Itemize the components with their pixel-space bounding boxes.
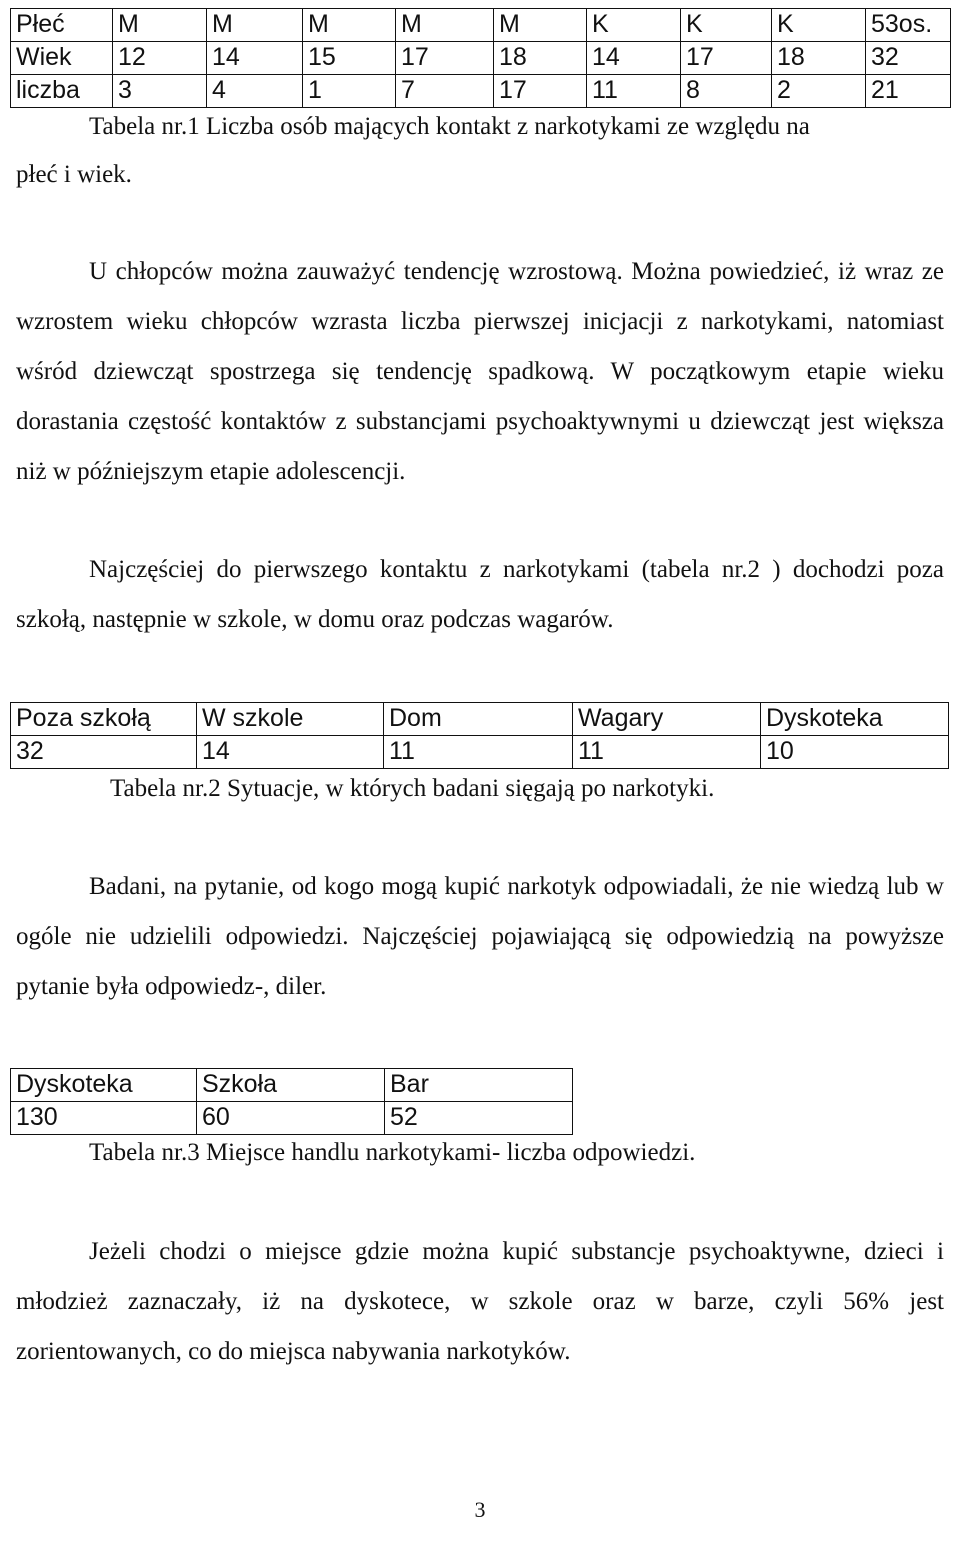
table-cell: liczba — [11, 75, 113, 108]
table-cell: Płeć — [11, 9, 113, 42]
page-number: 3 — [474, 1497, 486, 1522]
paragraph-first-contact: Najczęściej do pierwszego kontaktu z narkotykami (tabela nr.2 ) dochodzi poza szkołą, następnie w szkole, w domu oraz podczas wagarów. — [16, 556, 944, 633]
table1-caption-line1: Tabela nr.1 Liczba osób mających kontakt z narkotykami ze względu na — [89, 113, 810, 140]
table3-caption: Tabela nr.3 Miejsce handlu narkotykami- liczba odpowiedzi. — [89, 1139, 696, 1166]
table-cell: 130 — [11, 1102, 197, 1135]
table-cell: 52 — [385, 1102, 573, 1135]
table-cell: 21 — [866, 75, 951, 108]
table-cell: M — [113, 9, 207, 42]
table-row — [11, 75, 951, 108]
table-cell: 7 — [396, 75, 494, 108]
table-row — [11, 9, 951, 42]
table-trade-places — [10, 1068, 573, 1135]
table-cell: 18 — [772, 42, 866, 75]
table-cell: W szkole — [197, 703, 384, 736]
table-cell: Bar — [385, 1069, 573, 1102]
table-cell: 4 — [207, 75, 303, 108]
table-cell: 11 — [573, 736, 761, 769]
table-cell: 18 — [494, 42, 587, 75]
table-cell: 8 — [681, 75, 772, 108]
table-row — [11, 42, 951, 75]
table-cell: Poza szkołą — [11, 703, 197, 736]
table-cell: K — [772, 9, 866, 42]
table-cell: Wiek — [11, 42, 113, 75]
table-cell: Wagary — [573, 703, 761, 736]
paragraph-dealer: Badani, na pytanie, od kogo mogą kupić narkotyk odpowiadali, że nie wiedzą lub w ogóle nie udzielili odpowiedzi. Najczęściej pojawiającą się odpowiedzią na powyższe pytanie była odpowiedz-, diler. — [16, 873, 944, 1000]
table-cell: 10 — [761, 736, 949, 769]
table-row — [11, 1069, 573, 1102]
table-cell: 14 — [587, 42, 681, 75]
table-cell: 3 — [113, 75, 207, 108]
table-row — [11, 736, 949, 769]
table-cell: 11 — [587, 75, 681, 108]
table1-caption-line2: płeć i wiek. — [16, 161, 132, 188]
table-row — [11, 703, 949, 736]
table-cell: M — [494, 9, 587, 42]
paragraph-conclusion: Jeżeli chodzi o miejsce gdzie można kupić substancje psychoaktywne, dzieci i młodzież zaznaczały, iż na dyskotece, w szkole oraz w barze, czyli 56% jest zorientowanych, co do miejsca nabywania narkotyków. — [16, 1238, 944, 1365]
table-cell: 60 — [197, 1102, 385, 1135]
table-cell: Dyskoteka — [11, 1069, 197, 1102]
table-cell: K — [587, 9, 681, 42]
table-cell: Szkoła — [197, 1069, 385, 1102]
table-cell: 11 — [384, 736, 573, 769]
table-row — [11, 1102, 573, 1135]
table-cell: 17 — [396, 42, 494, 75]
table-situations — [10, 702, 949, 769]
table-cell: Dom — [384, 703, 573, 736]
table-cell: 15 — [303, 42, 396, 75]
table-cell: K — [681, 9, 772, 42]
table-cell: 2 — [772, 75, 866, 108]
table-cell: M — [396, 9, 494, 42]
table-cell: 32 — [866, 42, 951, 75]
table-cell: 14 — [207, 42, 303, 75]
table-cell: 12 — [113, 42, 207, 75]
table-cell: M — [207, 9, 303, 42]
table2-caption: Tabela nr.2 Sytuacje, w których badani sięgają po narkotyki. — [110, 775, 715, 802]
table-cell: Dyskoteka — [761, 703, 949, 736]
table-cell: 1 — [303, 75, 396, 108]
table-cell: 14 — [197, 736, 384, 769]
table-cell: M — [303, 9, 396, 42]
paragraph-trends: U chłopców można zauważyć tendencję wzrostową. Można powiedzieć, iż wraz ze wzrostem wieku chłopców wzrasta liczba pierwszej inicjacji z narkotykami, natomiast wśród dziewcząt spostrzega się tendencję spadkową. W początkowym etapie wieku dorastania częstość kontaktów z substancjami psychoaktywnymi u dziewcząt jest większa niż w późniejszym etapie adolescencji. — [16, 258, 944, 485]
table-cell: 17 — [494, 75, 587, 108]
table-cell: 17 — [681, 42, 772, 75]
table-cell: 32 — [11, 736, 197, 769]
table-cell: 53os. — [866, 9, 951, 42]
table-gender-age — [10, 8, 951, 108]
